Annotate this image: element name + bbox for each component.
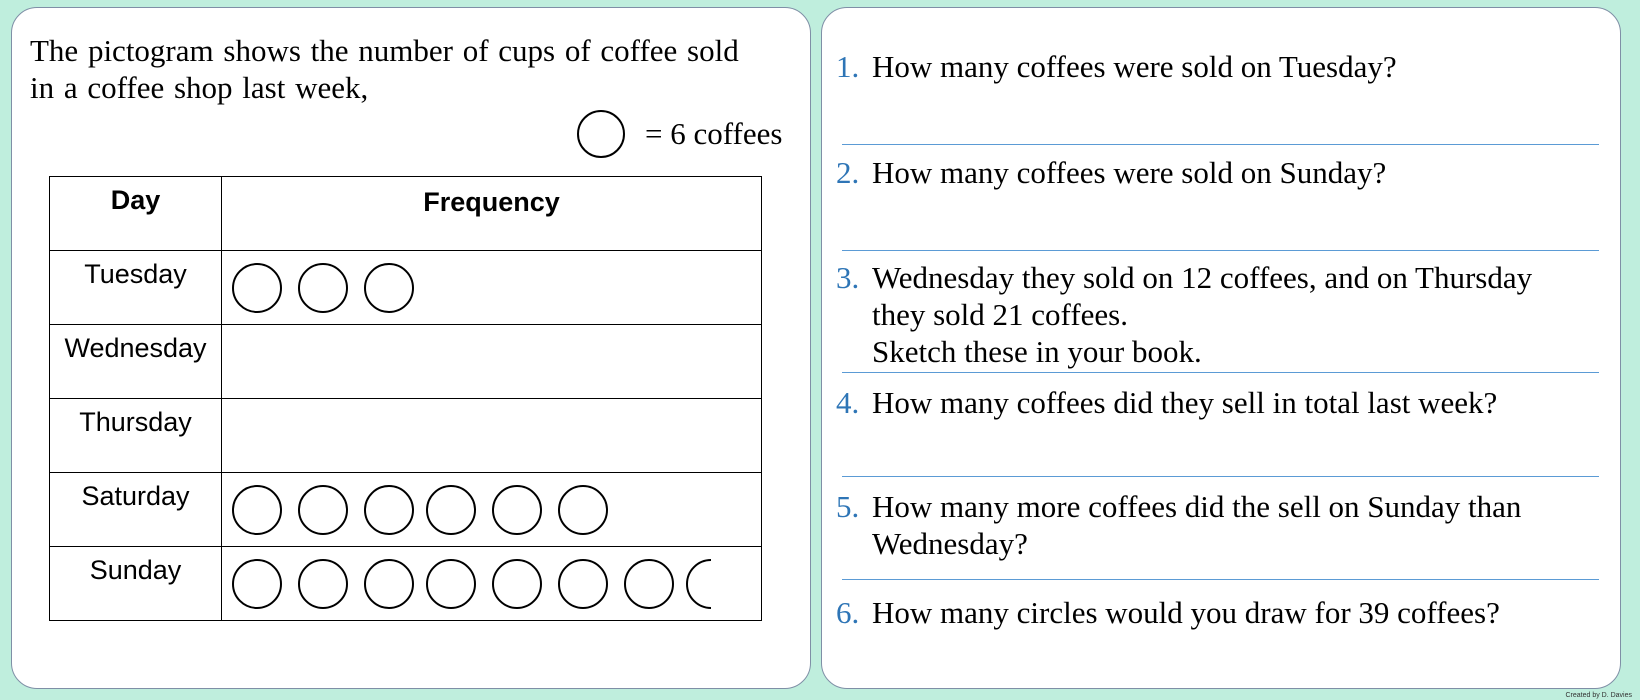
questions-panel [821,7,1621,689]
question-text [872,154,1576,191]
coffee-circle-icon [364,559,414,609]
frequency-cell [222,251,762,325]
day-cell: Saturday [50,473,222,547]
credit-text: Created by D. Davies [1565,692,1632,699]
coffee-circle-icon [558,485,608,535]
question-text [872,488,1576,562]
coffee-circle-icon [426,559,476,609]
pictogram-panel [11,7,811,689]
answer-line [842,250,1599,251]
coffee-circle-icon [558,559,608,609]
coffee-circle-icon [232,263,282,313]
table-row [50,325,762,399]
question-number: 3. [836,260,860,295]
key-circle-icon [577,110,625,158]
coffee-circle-icon [232,559,282,609]
question-text [872,594,1576,631]
question-line: How many coffees were sold on Tuesday? [872,49,1397,84]
frequency-cell [222,399,762,473]
question-3 [836,259,1576,370]
question-6 [836,594,1576,631]
question-text [872,48,1576,85]
question-number: 6. [836,595,860,630]
partial-coffee-circle-icon [686,559,711,609]
question-number: 1. [836,49,860,84]
question-1 [836,48,1576,85]
question-line: Sketch these in your book. [872,334,1202,369]
coffee-circle-icon [492,559,542,609]
coffee-circle-icon [492,485,542,535]
answer-line [842,476,1599,477]
question-line: Wednesday? [872,526,1028,561]
frequency-header: Frequency [222,177,762,251]
question-line: How many more coffees did the sell on Sunday than [872,489,1522,524]
intro-line-1: The pictogram shows the number of cups of coffee sold [30,33,739,68]
coffee-circle-icon [232,485,282,535]
circle-group [232,263,752,315]
coffee-circle-icon [298,263,348,313]
coffee-circle-icon [298,559,348,609]
table-row [50,399,762,473]
question-5 [836,488,1576,562]
answer-line [842,579,1599,580]
question-2 [836,154,1576,191]
pictogram-key [577,110,782,158]
question-line: How many coffees did they sell in total last week? [872,385,1498,420]
circle-group [232,337,752,389]
question-list [822,8,1622,690]
circle-group [232,485,752,537]
question-line: How many circles would you draw for 39 coffees? [872,595,1500,630]
day-cell: Sunday [50,547,222,621]
question-number: 2. [836,155,860,190]
circle-group [232,559,752,611]
day-cell: Wednesday [50,325,222,399]
question-number: 5. [836,489,860,524]
table-header-row [50,177,762,251]
intro-line-2: in a coffee shop last week, [30,70,369,105]
answer-line [842,372,1599,373]
pictogram-table [49,176,762,621]
question-4 [836,384,1576,421]
coffee-circle-icon [686,559,711,609]
coffee-circle-icon [298,485,348,535]
question-text [872,384,1576,421]
day-cell: Thursday [50,399,222,473]
question-text [872,259,1576,370]
day-header: Day [50,177,222,251]
answer-line [842,144,1599,145]
coffee-circle-icon [624,559,674,609]
question-line: they sold 21 coffees. [872,297,1128,332]
question-number: 4. [836,385,860,420]
table-row [50,473,762,547]
circle-group [232,411,752,463]
frequency-cell [222,325,762,399]
coffee-circle-icon [364,263,414,313]
key-label: = 6 coffees [645,116,783,151]
table-row [50,547,762,621]
coffee-circle-icon [364,485,414,535]
intro-text [30,32,770,106]
frequency-cell [222,547,762,621]
question-line: Wednesday they sold on 12 coffees, and on Thursday [872,260,1533,295]
table-row [50,251,762,325]
day-cell: Tuesday [50,251,222,325]
coffee-circle-icon [426,485,476,535]
question-line: How many coffees were sold on Sunday? [872,155,1387,190]
frequency-cell [222,473,762,547]
